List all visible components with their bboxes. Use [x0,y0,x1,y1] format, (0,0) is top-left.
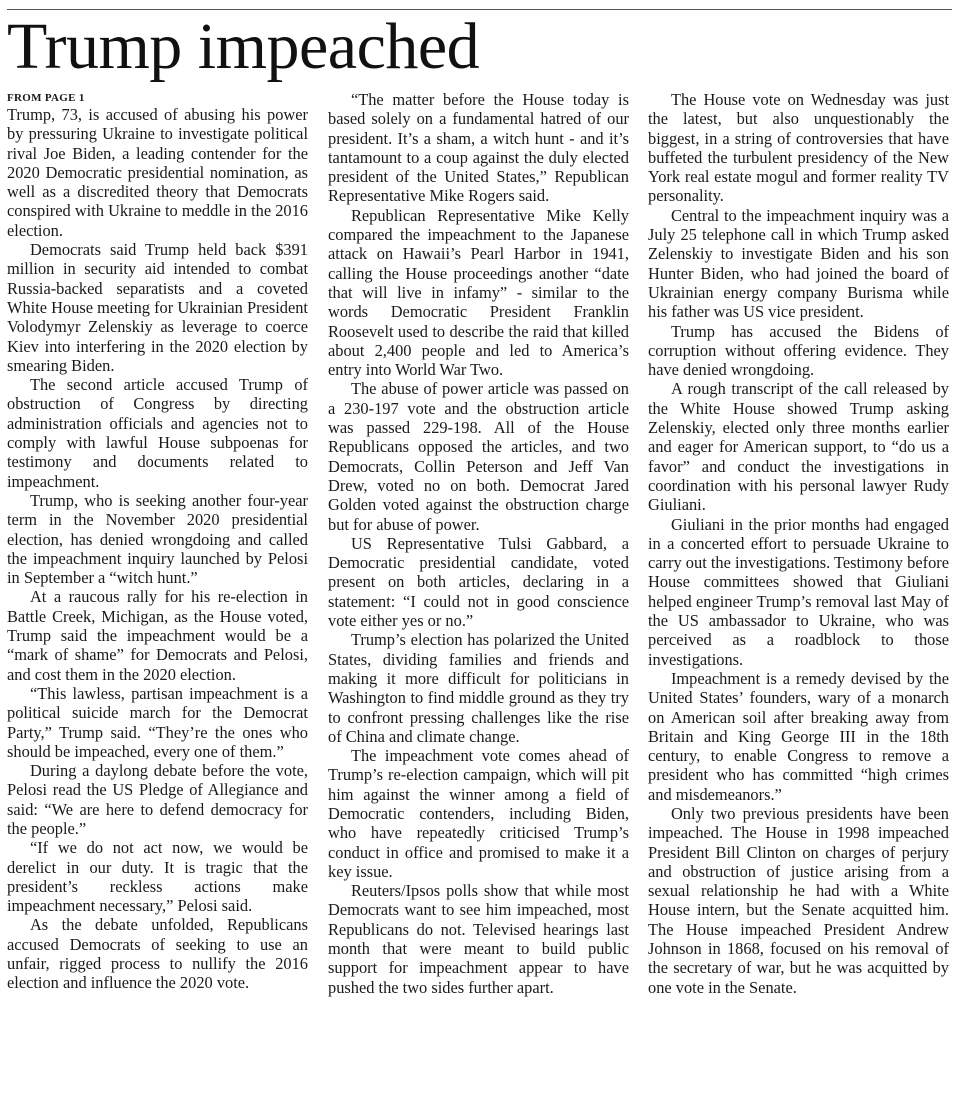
paragraph: Trump, who is seeking another four-year term in the November 2020 presidential election, has denied wrongdoing and called the impeachment inquiry launched by Pelosi in September a “witch hunt.” [7,490,308,588]
paragraph: Republican Representative Mike Kelly compared the impeachment to the Japanese attack on Hawaii’s Pearl Harbor in 1941, calling the House proceedings another “date that will live in infamy” - similar to the words Democratic President Franklin Roosevelt used to describe the raid that killed about 2,400 people and led to America’s entry into World War Two. [328,205,629,380]
paragraph: Trump’s election has polarized the United States, dividing families and friends and making it more difficult for politicians in Washington to find middle ground as they try to confront pressing challenges like the rise of China and climate change. [328,630,629,746]
article-column-1 [7,90,308,1109]
paragraph: Trump, 73, is accused of abusing his power by pressuring Ukraine to investigate political rival Joe Biden, a leading contender for the 2020 Democratic presidential nomination, as well as a discredited theory that Democrats conspired with Ukraine to meddle in the 2016 election. [7,105,308,240]
paragraph: “This lawless, partisan impeachment is a political suicide march for the Democrat Party,” Trump said. “They’re the ones who should be impeached, every one of them.” [7,683,308,761]
paragraph: Reuters/Ipsos polls show that while most Democrats want to see him impeached, most Republicans do not. Televised hearings last month that were meant to build public support for impeachment appear to have pushed the two sides further apart. [328,881,629,997]
paragraph: Only two previous presidents have been impeached. The House in 1998 impeached President Bill Clinton on charges of perjury and obstruction of justice arising from a sexual relationship he had with a White House intern, but the Senate acquitted him. The House impeached President Andrew Johnson in 1868, focused on his removal of the secretary of war, but he was acquitted by one vote in the Senate. [648,803,949,997]
article-column-3 [648,90,949,1109]
paragraph: US Representative Tulsi Gabbard, a Democratic presidential candidate, voted present on both articles, declaring in a statement: “I could not in good conscience vote either yes or no.” [328,533,629,631]
paragraph: The second article accused Trump of obstruction of Congress by directing administration officials and agencies not to comply with lawful House subpoenas for testimony and documents related to impeachment. [7,375,308,491]
paragraph: Giuliani in the prior months had engaged in a concerted effort to persuade Ukraine to carry out the investigations. Testimony before House committees showed that Giuliani helped engineer Trump’s removal last May of the US ambassador to Ukraine, who was perceived as a roadblock to those investigations. [648,514,949,669]
headline: Trump impeached [7,10,480,83]
paragraph: The House vote on Wednesday was just the latest, but also unquestionably the biggest, in a string of controversies that have buffeted the turbulent presidency of the New York real estate mogul and former reality TV personality. [648,90,949,206]
paragraph: “The matter before the House today is based solely on a fundamental hatred of our president. It’s a sham, a witch hunt - and it’s tantamount to a coup against the duly elected president of the United States,” Republican Representative Mike Rogers said. [328,90,629,206]
paragraph: A rough transcript of the call released by the White House showed Trump asking Zelenskiy, elected only three months earlier and eager for American support, to “do us a favor” and conduct the investigations in coordination with his personal lawyer Rudy Giuliani. [648,379,949,515]
paragraph: Central to the impeachment inquiry was a July 25 telephone call in which Trump asked Zelenskiy to investigate Biden and his son Hunter Biden, who had joined the board of Ukrainian energy company Burisma while his father was US vice president. [648,205,949,322]
article-column-2 [328,90,629,1109]
paragraph: “If we do not act now, we would be derelict in our duty. It is tragic that the president’s reckless actions make impeachment necessary,” Pelosi said. [7,838,308,916]
paragraph: At a raucous rally for his re-election in Battle Creek, Michigan, as the House voted, Trump said the impeachment would be a “mark of shame” for Democrats and Pelosi, and cost them in the 2020 election. [7,587,308,684]
paragraph: As the debate unfolded, Republicans accused Democrats of seeking to use an unfair, rigged process to nullify the 2016 election and influence the 2020 vote. [7,915,308,993]
paragraph: The abuse of power article was passed on a 230-197 vote and the obstruction article was passed 229-198. All of the House Republicans opposed the articles, and two Democrats, Collin Peterson and Jeff Van Drew, voted no on both. Democrat Jared Golden voted against the obstruction charge but for abuse of power. [328,379,629,534]
paragraph: Trump has accused the Bidens of corruption without offering evidence. They have denied wrongdoing. [648,321,949,380]
page-continuation-kicker: FROM PAGE 1 [7,92,85,104]
paragraph: Impeachment is a remedy devised by the United States’ founders, wary of a monarch on American soil after breaking away from Britain and King George III in the 18th century, to enable Congress to remove a president who has committed “high crimes and misdemeanors.” [648,668,949,804]
paragraph: Democrats said Trump held back $391 million in security aid intended to combat Russia-backed separatists and a coveted White House meeting for Ukrainian President Volodymyr Zelenskiy as leverage to coerce Kiev into interfering in the 2020 election by smearing Biden. [7,240,308,375]
paragraph: The impeachment vote comes ahead of Trump’s re-election campaign, which will pit him against the winner among a field of Democratic contenders, including Biden, who have repeatedly criticised Trump’s conduct in office and promised to make it a key issue. [328,746,629,881]
paragraph: During a daylong debate before the vote, Pelosi read the US Pledge of Allegiance and said: “We are here to defend democracy for the people.” [7,761,308,838]
